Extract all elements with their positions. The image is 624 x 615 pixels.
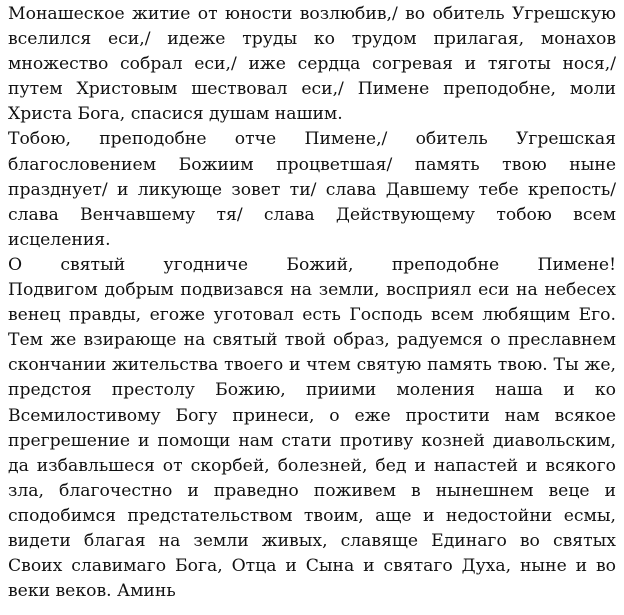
- prayer-paragraph: [8, 253, 616, 604]
- text-line: благословением Божиим процветшая/ память твою ныне: [8, 154, 616, 175]
- text-line: слава Венчавшему тя/ слава Действующему тобою всем: [8, 204, 616, 225]
- text-line: вселился еси,/ идеже труды ко трудом прилагая, монахов: [8, 29, 616, 50]
- text-line: предстоя престолу Божию, приими моления наша и ко: [8, 380, 616, 401]
- text-line: Тобою, преподобне отче Пимене,/ обитель Угрешская: [8, 129, 616, 150]
- text-line: исцеления.: [8, 229, 111, 250]
- text-line: множество собрал еси,/ иже сердца согревая и тяготы нося,/: [8, 54, 616, 75]
- text-line: венец правды, егоже уготовал есть Господь всем любящим Его.: [8, 305, 616, 326]
- troparion-paragraph: [8, 2, 616, 127]
- text-line: Подвигом добрым подвизався на земли, восприял еси на небесех: [8, 280, 616, 301]
- text-line: зла, благочестно и праведно поживем в нынешнем веце и: [8, 480, 616, 501]
- text-line: веки веков. Аминь: [8, 581, 176, 602]
- text-line: Тем же взирающе на святый твой образ, радуемся о преславнем: [8, 330, 616, 351]
- text-line: Своих славимаго Бога, Отца и Сына и святаго Духа, ныне и во: [8, 556, 616, 577]
- text-line: прегрешение и помощи нам стати противу козней диавольским,: [8, 430, 616, 451]
- text-line: путем Христовым шествовал еси,/ Пимене преподобне, моли: [8, 79, 616, 100]
- text-line: скончании жительства твоего и чтем святую память твою. Ты же,: [8, 355, 616, 376]
- text-line: Всемилостивому Богу принеси, о еже простити нам всякое: [8, 405, 616, 426]
- text-line: видети благая на земли живых, славяще Единаго во святых: [8, 530, 616, 551]
- text-line: Христа Бога, спасися душам нашим.: [8, 104, 343, 125]
- text-line: празднует/ и ликующе зовет ти/ слава Давшему тебе крепость/: [8, 179, 616, 200]
- text-line: Монашеское житие от юности возлюбив,/ во обитель Угрешскую: [8, 4, 616, 24]
- kontakion-paragraph: [8, 127, 616, 252]
- text-line: да избавльшеся от скорбей, болезней, бед и напастей и всякого: [8, 455, 616, 476]
- text-line: О святый угодниче Божий, преподобне Пимене!: [8, 254, 616, 275]
- text-line: сподобимся предстательством твоим, аще и недостойни есмы,: [8, 505, 616, 526]
